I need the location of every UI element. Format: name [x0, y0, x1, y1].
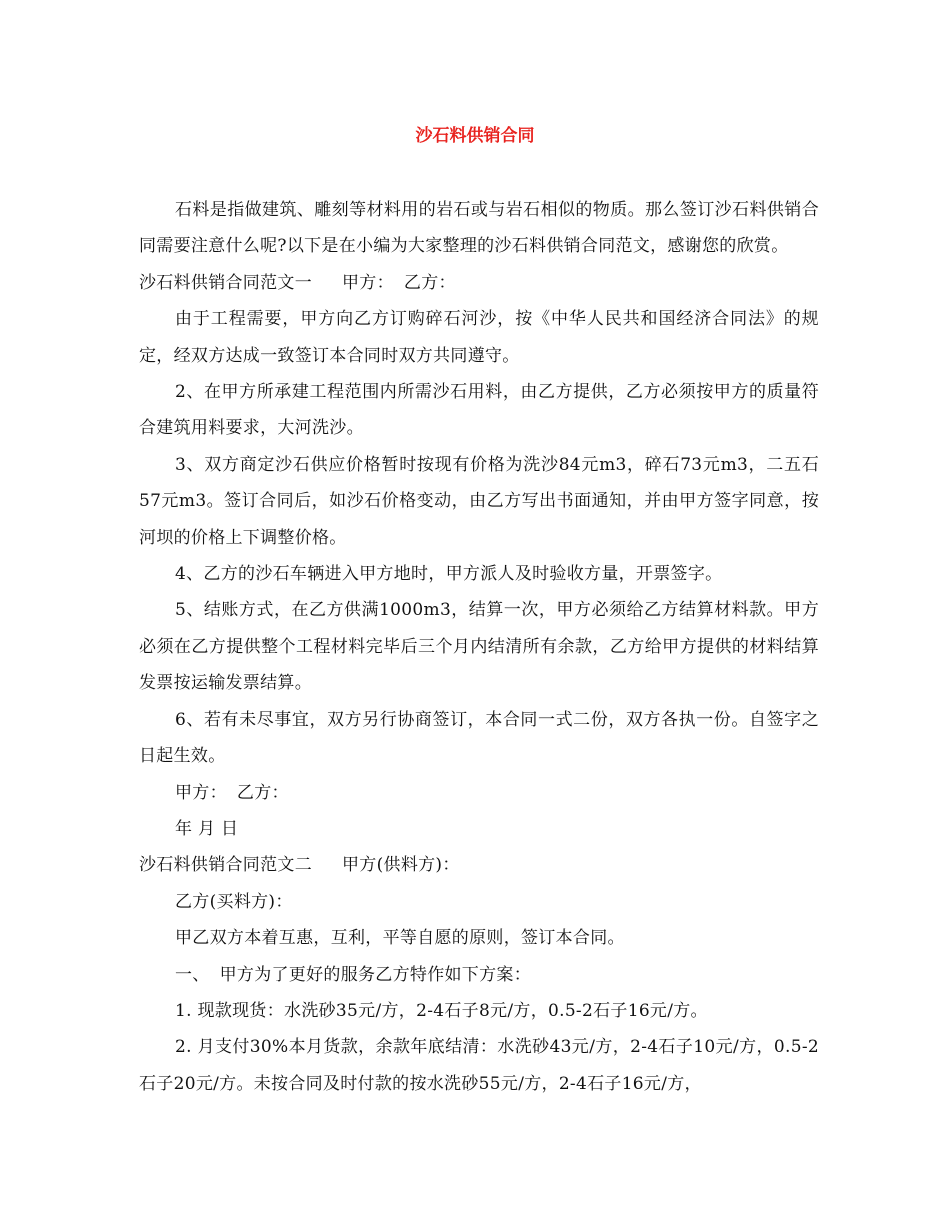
intro-paragraph: 石料是指做建筑、雕刻等材料用的岩石或与岩石相似的物质。那么签订沙石料供销合同需要注意什么呢?以下是在小编为大家整理的沙石料供销合同范文，感谢您的欣赏。: [139, 200, 819, 257]
sample-two-heading: 沙石料供销合同范文二: [139, 855, 312, 876]
sample-one-heading-line: [139, 265, 819, 301]
clause-3-paragraph: 3、双方商定沙石供应价格暂时按现有价格为洗沙84元m3，碎石73元m3，二五石57元m3。签订合同后，如沙石价格变动，由乙方写出书面通知，并由甲方签字同意，按河坝的价格上下调整价格。: [139, 454, 819, 548]
signature-line: [139, 775, 819, 811]
buyer-line: 乙方(买料方)：: [175, 891, 293, 912]
sample-two-party-a: 甲方(供料方)：: [342, 855, 460, 876]
clause-5-paragraph: 5、结账方式，在乙方供满1000m3，结算一次，甲方必须给乙方结算材料款。甲方必须在乙方提供整个工程材料完毕后三个月内结清所有余款，乙方给甲方提供的材料结算发票按运输发票结算。: [139, 600, 819, 694]
clause-1-paragraph: 由于工程需要，甲方向乙方订购碎石河沙，按《中华人民共和国经济合同法》的规定，经双方达成一致签订本合同时双方共同遵守。: [139, 309, 819, 366]
document-body: [139, 192, 819, 1102]
pricing-item-2: 2. 月支付30%本月货款，余款年底结清：水洗砂43元/方，2-4石子10元/方，0.5-2石子20元/方。未按合同及时付款的按水洗砂55元/方，2-4石子16元/方，: [139, 1037, 819, 1094]
signature-party-a: 甲方：: [175, 782, 227, 803]
sample-two-heading-line: [139, 847, 819, 883]
sample-one-heading: 沙石料供销合同范文一: [139, 272, 312, 293]
clause-2-paragraph: 2、在甲方所承建工程范围内所需沙石用料，由乙方提供，乙方必须按甲方的质量符合建筑用料要求，大河洗沙。: [139, 382, 819, 439]
section-one-line: [139, 957, 819, 993]
sample-one-party-a: 甲方：: [342, 272, 394, 293]
sample-one-party-b: 乙方：: [403, 272, 456, 293]
signature-party-b: 乙方：: [236, 782, 289, 803]
date-line: 年 月 日: [175, 818, 239, 839]
clause-4-paragraph: 4、乙方的沙石车辆进入甲方地时，甲方派人及时验收方量，开票签字。: [175, 564, 723, 585]
clause-6-paragraph: 6、若有未尽事宜，双方另行协商签订，本合同一式二份，双方各执一份。自签字之日起生效。: [139, 709, 819, 767]
section-one-text: 甲方为了更好的服务乙方特作如下方案：: [219, 964, 532, 985]
principle-paragraph: 甲乙双方本着互惠，互利，平等自愿的原则，签订本合同。: [175, 928, 625, 949]
section-one-number: 一、: [175, 964, 210, 985]
pricing-item-1: 1. 现款现货：水洗砂35元/方，2-4石子8元/方，0.5-2石子16元/方。: [175, 1000, 708, 1021]
document-title: 沙石料供销合同: [415, 126, 535, 146]
